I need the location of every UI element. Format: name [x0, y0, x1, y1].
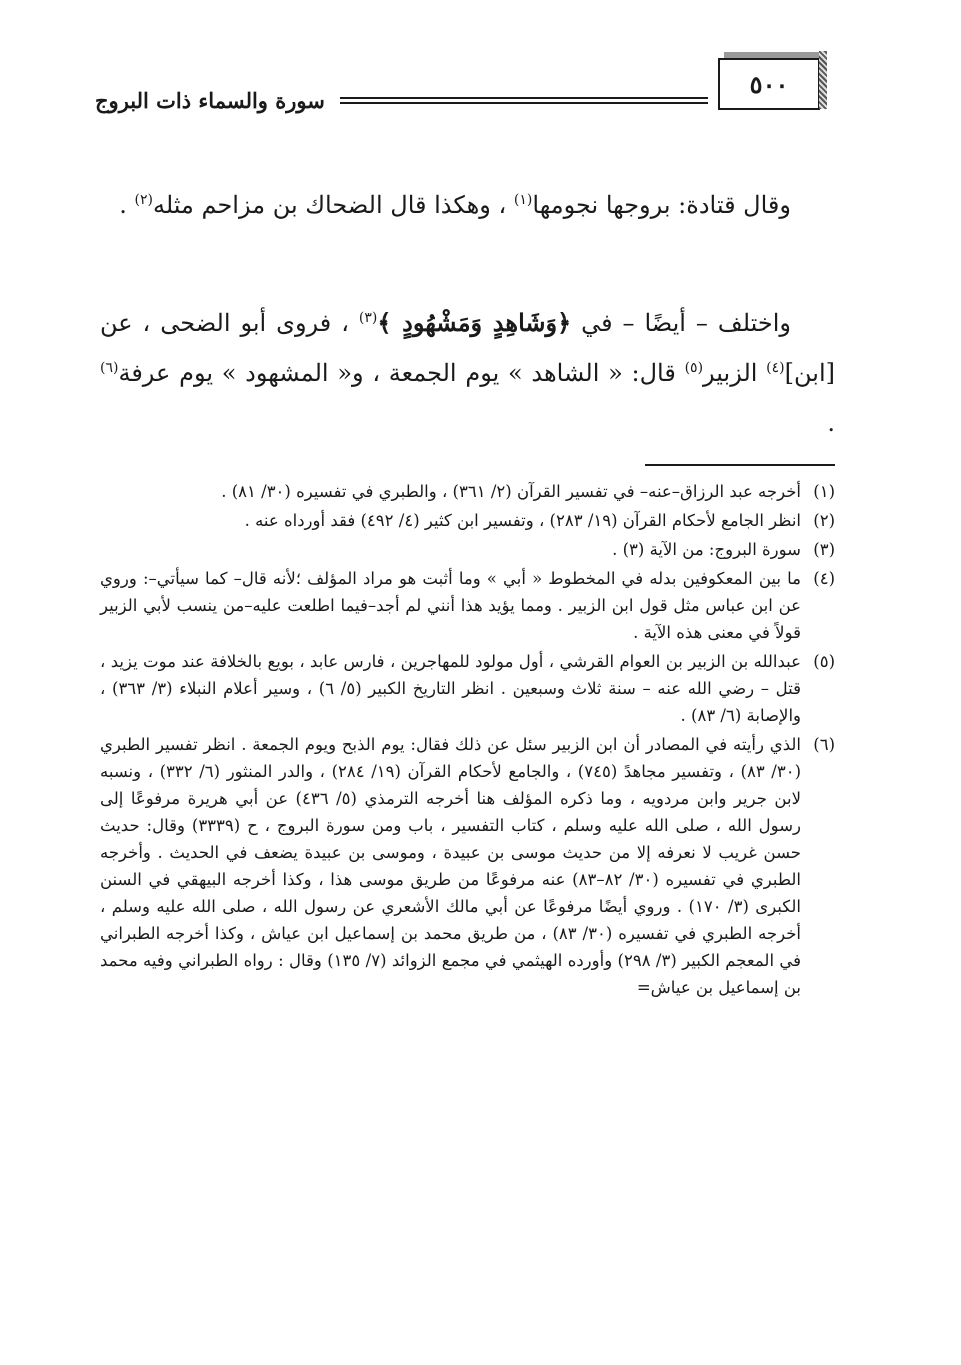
footnote-text: عبدالله بن الزبير بن العوام القرشي ، أول مولود للمهاجرين ، فارس عابد ، بويع بالخلافة عند موت يزيد ، قتل – رضي الله عنه – سنة ثلاث وسبعين . انظر التاريخ الكبير (٥/ ٦) ، وسير أعلام النبلاء (٣/ ٣٦٣) ، والإصابة (٦/ ٨٣) .: [100, 652, 802, 725]
footnote-text: أخرجه عبد الرزاق–عنه– في تفسير القرآن (٢/ ٣٦١) ، والطبري في تفسيره (٣٠/ ٨١) .: [221, 482, 801, 501]
paragraph-2: [100, 298, 835, 448]
para2-text-a: واختلف – أيضًا – في: [581, 309, 791, 337]
footnote-number: (٣): [813, 540, 835, 559]
footnote-ref-6[interactable]: (٦): [100, 360, 119, 376]
footnote: [100, 565, 835, 646]
para2-text-e: .: [827, 409, 835, 437]
footnote-number: (٢): [813, 511, 835, 530]
footnotes: [100, 478, 835, 1003]
header-rule: [340, 97, 708, 104]
footnote-ref-5[interactable]: (٥): [684, 360, 704, 376]
para1-text-a: وقال قتادة: بروجها نجومها: [532, 191, 791, 219]
footnote-text: الذي رأيته في المصادر أن ابن الزبير سئل عن ذلك فقال: يوم الذبح ويوم الجمعة . انظر تفسير الطبري (٣٠/ ٨٣) ، وتفسير مجاهدً (٧٤٥) ، والجامع لأحكام القرآن (١٩/ ٢٨٤) ، والدر المنثور (٦/ ٣٣٢) ، ونسبه لابن جرير وابن مردويه ، وما ذكره المؤلف هنا أخرجه الترمذي (٥/ ٤٣٦) عن أبي هريرة مرفوعًا إلى رسول الله ، صلى الله عليه وسلم ، كتاب التفسير ، باب ومن سورة البروج ، ح (٣٣٣٩) وقال: حديث حسن غريب لا نعرفه إلا من حديث موسى بن عبيدة ، وموسى بن عبيدة يضعف في الحديث . وأخرجه الطبري في تفسيره (٣٠/ ٨٢–٨٣) عنه مرفوعًا من طريق موسى هذا ، وكذا أخرجه البيهقي في السنن الكبرى (٣/ ١٧٠) . وروي أيضًا مرفوعًا عن أبي مالك الأشعري عن رسول الله ، صلى الله عليه وسلم ، أخرجه الطبري في تفسيره (٣٠/ ٨٣) ، من طريق محمد بن إسماعيل ابن عياش ، وكذا أخرجه الطبراني في المعجم الكبير (٣/ ٢٩٨) وأورده الهيثمي في مجمع الزوائد (٧/ ١٣٥) وقال : رواه الطبراني وفيه محمد بن إسماعيل بن عياش=: [100, 735, 802, 997]
footnote-text: سورة البروج: من الآية (٣) .: [612, 540, 801, 559]
footnote: [100, 507, 835, 534]
footnote-text: ما بين المعكوفين بدله في المخطوط « أبي » وما أثبت هو مراد المؤلف ؛لأنه قال– كما سيأتي–: وروي عن ابن عباس مثل قول ابن الزبير . ومما يؤيد هذا أنني لم أجد–فيما اطلعت عليه–من ينسب لأبي الزبير قولاً في معنى هذه الآية .: [100, 569, 801, 642]
page-number-box: [718, 58, 820, 110]
footnote: [100, 648, 835, 729]
para1-text-c: .: [119, 191, 127, 219]
footnote: [100, 536, 835, 563]
para1-text-b: ، وهكذا قال الضحاك بن مزاحم مثله: [152, 191, 507, 219]
footnote-ref-1[interactable]: (١): [513, 192, 533, 208]
quran-verse: ﴿وَشَاهِدٍ وَمَشْهُودٍ ﴾: [377, 308, 572, 337]
para2-text-b: ، فروى أبو الضحى ، عن [ابن]: [100, 309, 835, 387]
footnote-number: (٤): [813, 569, 835, 588]
footnote-ref-3[interactable]: (٣): [358, 310, 378, 326]
footnote: [100, 731, 835, 1001]
footnote-number: (١): [813, 482, 835, 501]
footnote-ref-4[interactable]: (٤): [766, 360, 785, 376]
footnote-separator: [645, 464, 835, 466]
footnote-number: (٥): [813, 652, 835, 671]
footnote-ref-2[interactable]: (٢): [134, 192, 153, 208]
paragraph-1: [100, 180, 835, 230]
page-number: ٥٠٠: [749, 69, 789, 99]
para2-text-c: الزبير: [703, 359, 758, 387]
surah-title: سورة والسماء ذات البروج: [95, 88, 325, 113]
footnote: [100, 478, 835, 505]
footnote-text: انظر الجامع لأحكام القرآن (١٩/ ٢٨٣) ، وتفسير ابن كثير (٤/ ٤٩٢) فقد أورداه عنه .: [244, 511, 801, 530]
footnote-number: (٦): [813, 735, 835, 754]
para2-text-d: قال: « الشاهد » يوم الجمعة ، و« المشهود » يوم عرفة: [118, 359, 676, 387]
